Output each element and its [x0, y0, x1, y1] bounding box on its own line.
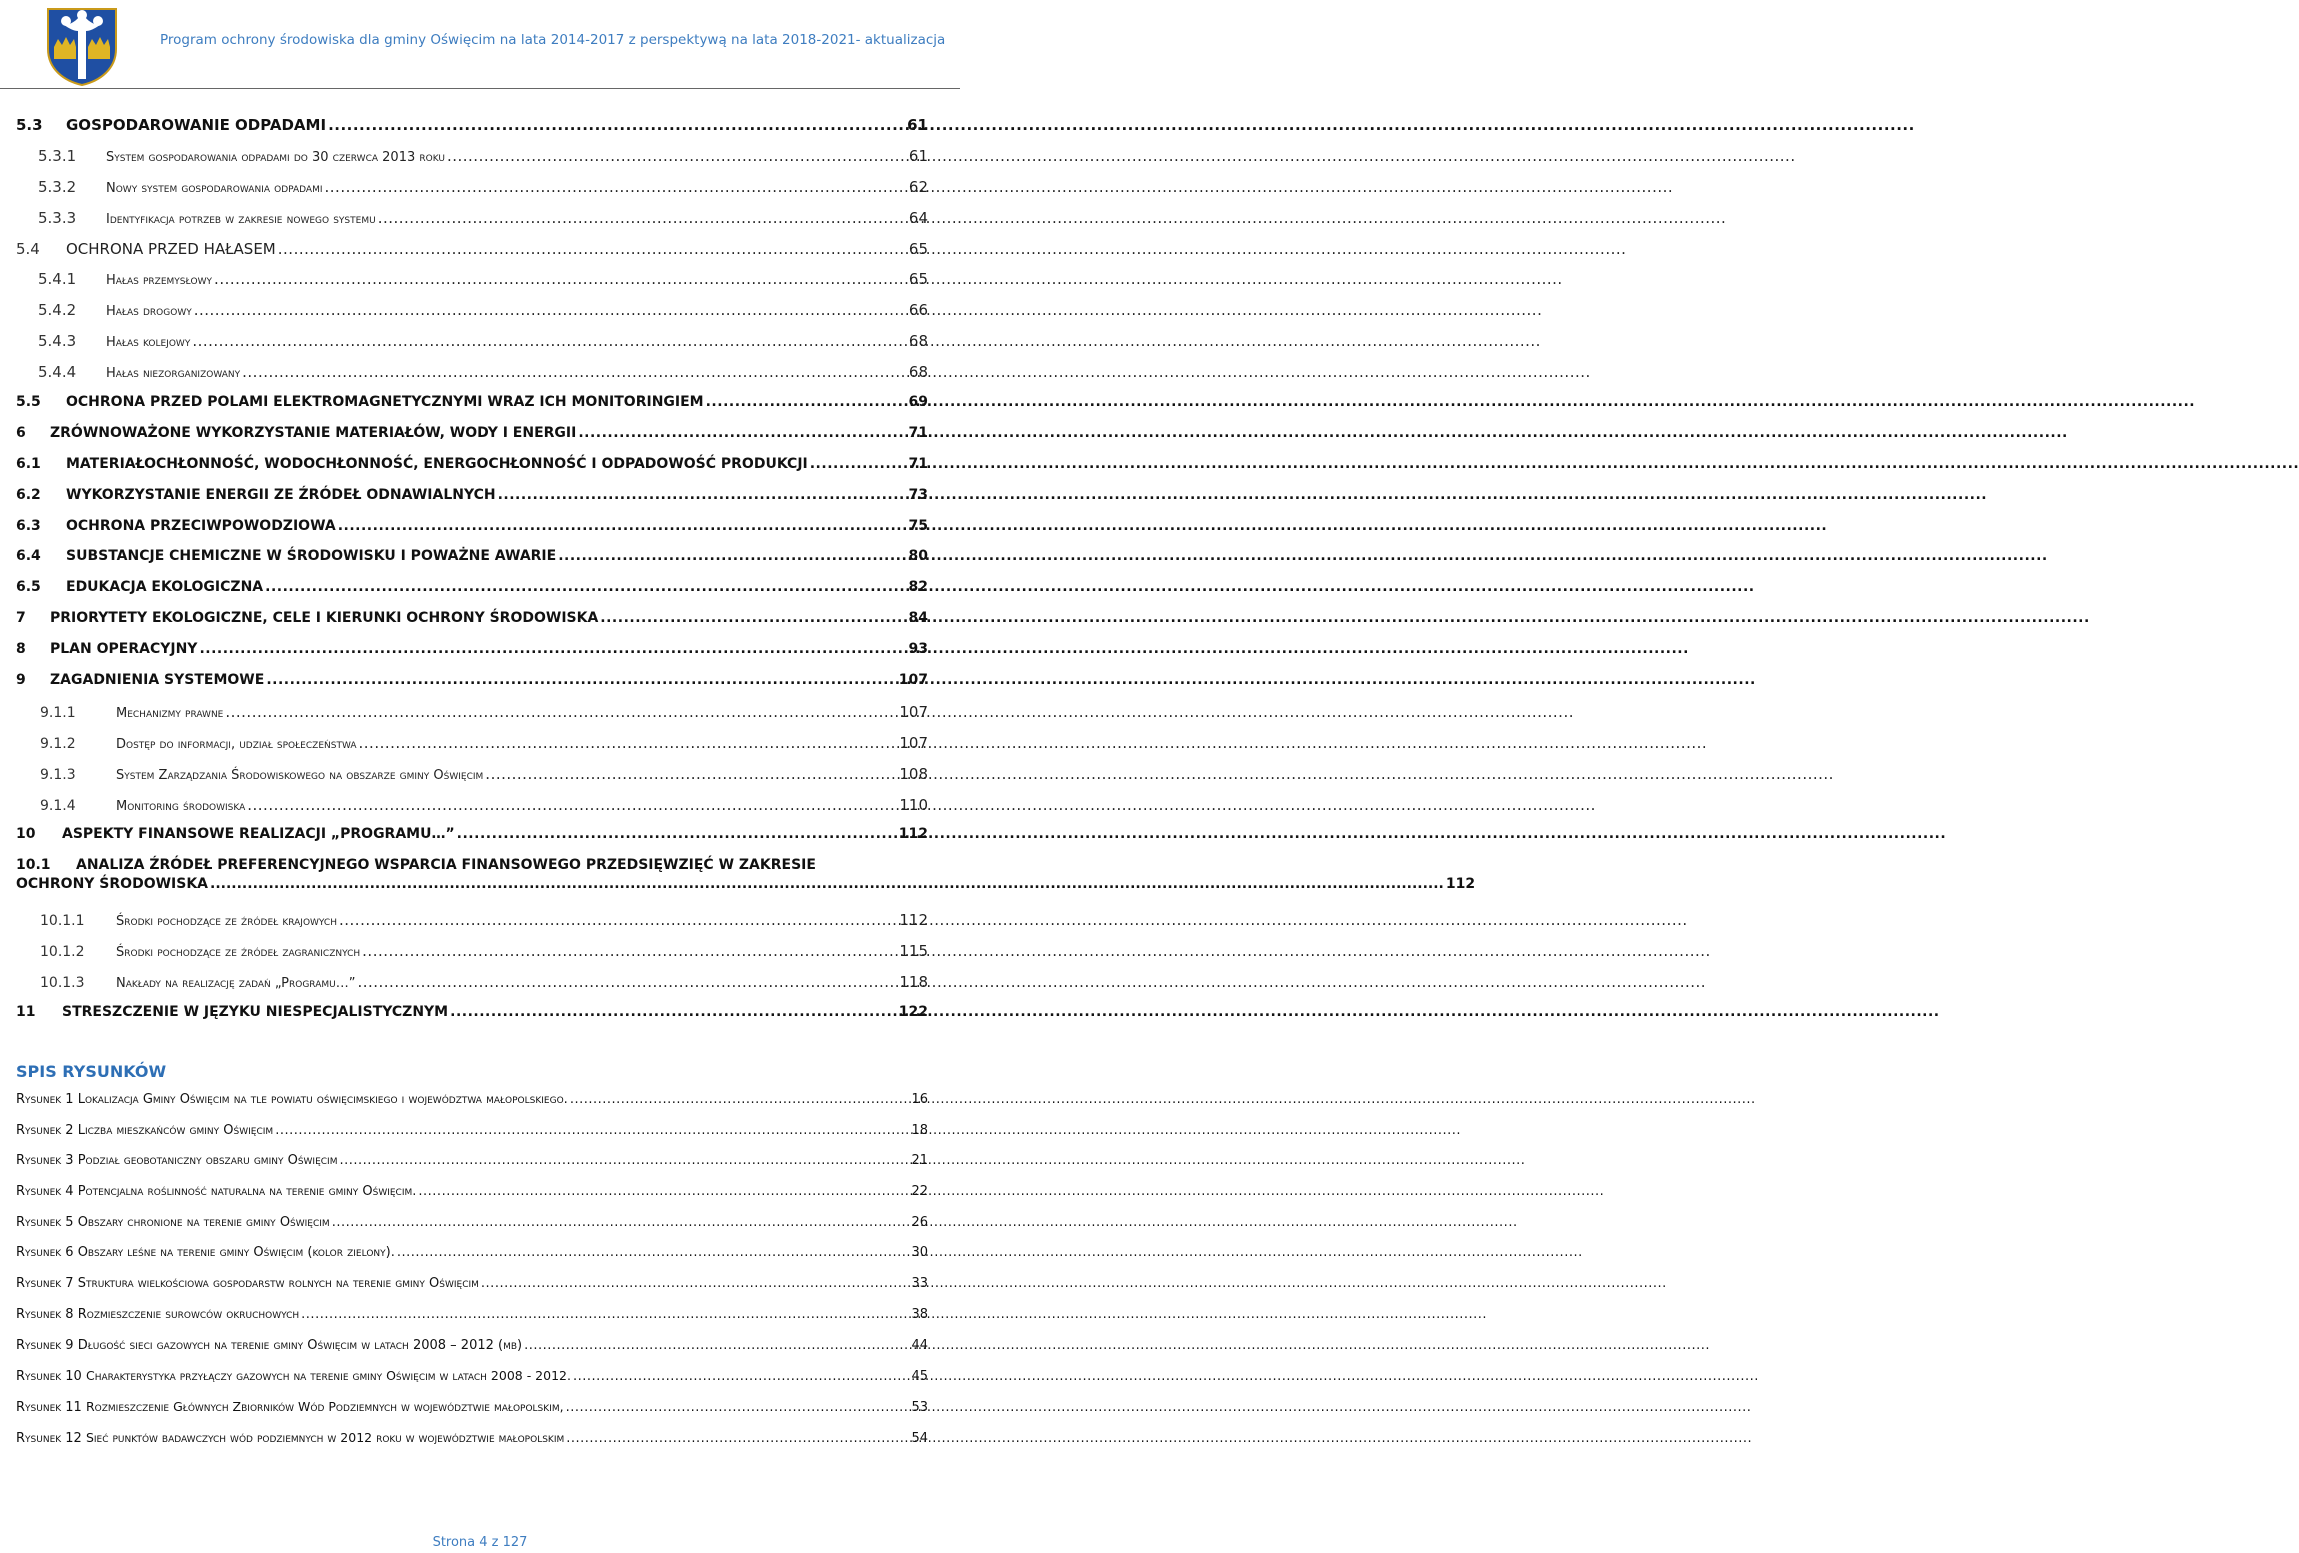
toc-entry-title: ANALIZA ŹRÓDEŁ PREFERENCYJNEGO WSPARCIA FINANSOWEGO PRZEDSIĘWZIĘĆ W ZAKRESIE: [76, 857, 816, 874]
toc-entry-number: 6: [16, 424, 26, 441]
figure-label: Rysunek 10: [16, 1369, 82, 1385]
figure-title: Obszary chronione na terenie gminy Oświęcim: [77, 1214, 330, 1230]
figure-entry[interactable]: [16, 1399, 928, 1430]
toc-entry[interactable]: [16, 703, 928, 734]
figure-page: 33: [911, 1276, 928, 1292]
toc-entry-page: 68: [908, 363, 928, 382]
toc-entry-number: 10.1.1: [40, 913, 85, 930]
figure-page: 38: [911, 1306, 928, 1322]
dot-leader: [214, 270, 907, 288]
toc-entry-number: 6.2: [16, 486, 41, 503]
dot-leader: [192, 332, 907, 350]
figure-entry[interactable]: [16, 1184, 928, 1215]
toc-entry-page: 75: [908, 517, 928, 534]
toc-entry-number: 9.1.2: [40, 735, 76, 752]
toc-entry-number: 6.3: [16, 517, 41, 534]
toc-entry[interactable]: [16, 240, 928, 271]
toc-entry-page: 84: [908, 610, 928, 627]
toc-entry-number: 6.4: [16, 548, 41, 565]
figure-page: 21: [911, 1153, 928, 1169]
figure-label: Rysunek 12: [16, 1430, 82, 1446]
figure-entry[interactable]: [16, 1153, 928, 1184]
toc-entry-title: Mechanizmy prawne: [116, 705, 224, 721]
table-of-contents: [16, 116, 1476, 1035]
dot-leader: [578, 425, 906, 441]
toc-entry-title: PRIORYTETY EKOLOGICZNE, CELE I KIERUNKI OCHRONY ŚRODOWISKA: [50, 610, 599, 627]
toc-entry-page: 62: [908, 177, 928, 196]
toc-entry-title: PLAN OPERACYJNY: [50, 641, 198, 658]
figure-title: Potencjalna roślinność naturalna na terenie gminy Oświęcim.: [77, 1184, 417, 1200]
toc-entry-title: ZRÓWNOWAŻONE WYKORZYSTANIE MATERIAŁÓW, WODY I ENERGII: [50, 424, 577, 441]
toc-entry-title: Hałas drogowy: [106, 304, 192, 320]
toc-entry[interactable]: [16, 734, 928, 765]
toc-entry-number: 10.1: [16, 857, 51, 874]
figure-label: Rysunek 3: [16, 1153, 74, 1169]
toc-entry-page: 118: [899, 973, 928, 992]
toc-entry-page: 68: [908, 332, 928, 351]
toc-entry-title: GOSPODAROWANIE ODPADAMI: [66, 116, 327, 134]
toc-entry-number: 5.3.2: [38, 177, 77, 196]
toc-entry-title: SUBSTANCJE CHEMICZNE W ŚRODOWISKU I POWAŻNE AWARIE: [66, 548, 557, 565]
toc-entry-title: ASPEKTY FINANSOWE REALIZACJI „PROGRAMU…”: [62, 826, 455, 843]
figure-label: Rysunek 6: [16, 1245, 74, 1261]
toc-entry-number: 5.3.3: [38, 208, 77, 227]
toc-entry[interactable]: [16, 332, 928, 363]
toc-entry[interactable]: [16, 209, 928, 240]
toc-entry-page: 107: [898, 672, 928, 689]
toc-entry[interactable]: [16, 579, 928, 610]
figure-entry[interactable]: [16, 1215, 928, 1246]
toc-entry[interactable]: [16, 270, 928, 301]
toc-entry-number: 5.3.1: [38, 146, 77, 165]
figure-page: 45: [911, 1369, 928, 1385]
toc-entry-title: Dostęp do informacji, udział społeczeństwa: [116, 736, 357, 752]
dot-leader: [266, 672, 896, 688]
toc-entry[interactable]: [16, 641, 928, 672]
toc-entry-title: OCHRONA PRZED POLAMI ELEKTROMAGNETYCZNYMI WRAZ ICH MONITORINGIEM: [66, 394, 704, 411]
dot-leader: [600, 610, 906, 626]
figure-label: Rysunek 1: [16, 1092, 74, 1107]
figure-page: 22: [911, 1184, 928, 1200]
toc-entry-page: 115: [899, 942, 928, 961]
dot-leader: [706, 394, 907, 410]
toc-entry-page: 107: [899, 733, 928, 752]
dot-leader: [265, 579, 906, 595]
dot-leader: [332, 1215, 910, 1230]
dot-leader: [397, 1245, 910, 1260]
toc-entry[interactable]: [16, 178, 928, 209]
toc-entry[interactable]: [16, 765, 928, 796]
dot-leader: [485, 765, 897, 783]
toc-entry-number: 10: [16, 826, 36, 843]
dot-leader: [242, 363, 907, 381]
toc-entry[interactable]: [16, 147, 928, 178]
dot-leader: [378, 209, 907, 227]
toc-entry-number: 10.1.2: [40, 944, 85, 961]
figure-entry[interactable]: [16, 1245, 928, 1276]
figure-entry[interactable]: [16, 1430, 928, 1461]
dot-leader: [339, 1153, 909, 1168]
toc-entry-page: 71: [908, 424, 928, 441]
toc-entry-title: Środki pochodzące ze źródeł zagranicznych: [116, 945, 361, 961]
toc-entry[interactable]: [16, 394, 928, 425]
toc-entry-number: 5.4.3: [38, 332, 77, 351]
toc-entry-title: System Zarządzania Środowiskowego na obszarze gminy Oświęcim: [116, 767, 484, 783]
figure-title: Rozmieszczenie surowców okruchowych: [77, 1306, 300, 1322]
toc-entry-title: System gospodarowania odpadami do 30 czerwca 2013 roku: [106, 149, 445, 165]
dot-leader: [810, 456, 907, 472]
figures-heading: SPIS RYSUNKÓW: [16, 1062, 167, 1081]
dot-leader: [328, 116, 905, 134]
toc-entry-page: 122: [898, 1004, 928, 1021]
toc-entry[interactable]: [16, 857, 1476, 911]
figure-page: 53: [911, 1399, 928, 1415]
toc-entry[interactable]: [16, 456, 928, 487]
toc-entry-number: 9.1.4: [40, 797, 76, 814]
figure-page: 26: [911, 1214, 928, 1230]
dot-leader: [338, 518, 907, 534]
figure-title: Podział geobotaniczny obszaru gminy Oświęcim: [77, 1153, 338, 1169]
document-header-title: Program ochrony środowiska dla gminy Oświęcim na lata 2014-2017 z perspektywą na lata 2018-2021- aktualizacja: [160, 32, 946, 48]
toc-entry-number: 6.1: [16, 455, 41, 472]
dot-leader: [357, 973, 897, 991]
figure-title: Rozmieszczenie Głównych Zbiorników Wód Podziemnych w województwie małopolskim,: [85, 1398, 564, 1414]
toc-entry-page: 65: [908, 239, 928, 258]
toc-entry[interactable]: [16, 425, 928, 456]
toc-entry-page: 80: [908, 548, 928, 565]
toc-entry-page: 61: [907, 116, 928, 134]
toc-entry-number: 5.4.1: [38, 270, 77, 289]
toc-entry-number: 11: [16, 1004, 36, 1021]
dot-leader: [558, 548, 906, 564]
figure-entry[interactable]: [16, 1123, 928, 1154]
dot-leader: ........................................................................................................................................................................................................................................: [210, 876, 1444, 893]
figure-title: Długość sieci gazowych na terenie gminy Oświęcim w latach 2008 – 2012 (mb): [77, 1337, 523, 1353]
toc-entry-title: OCHRONA PRZECIWPOWODZIOWA: [66, 517, 336, 534]
dot-leader: [194, 301, 907, 319]
toc-entry-page: 73: [908, 486, 928, 503]
toc-entry-title: WYKORZYSTANIE ENERGII ZE ŹRÓDEŁ ODNAWIALNYCH: [66, 486, 496, 503]
figure-page: 18: [911, 1122, 928, 1138]
dot-leader: [301, 1307, 909, 1322]
page-header: [0, 0, 960, 92]
toc-entry[interactable]: [16, 942, 928, 973]
toc-entry[interactable]: [16, 518, 928, 549]
dot-leader: [570, 1092, 910, 1107]
toc-entry[interactable]: [16, 363, 928, 394]
toc-entry-number: 5.3: [16, 116, 43, 134]
toc-entry-title: Nakłady na realizację zadań „Programu…”: [116, 976, 356, 992]
dot-leader: [573, 1369, 909, 1384]
toc-entry-title: MATERIAŁOCHŁONNOŚĆ, WODOCHŁONNOŚĆ, ENERGOCHŁONNOŚĆ I ODPADOWOŚĆ PRODUKCJI: [66, 455, 808, 472]
toc-entry-number: 8: [16, 641, 26, 658]
toc-entry-title: Hałas przemysłowy: [106, 273, 213, 289]
figure-title: Obszary leśne na terenie gminy Oświęcim (kolor zielony).: [77, 1245, 395, 1261]
toc-entry-page: 64: [908, 208, 928, 227]
dot-leader: [498, 487, 907, 503]
toc-entry-title: EDUKACJA EKOLOGICZNA: [66, 579, 264, 596]
figure-label: Rysunek 2: [16, 1122, 74, 1138]
dot-leader: [418, 1184, 909, 1199]
dot-leader: [566, 1400, 910, 1415]
figure-title: Struktura wielkościowa gospodarstw rolnych na terenie gminy Oświęcim: [77, 1276, 479, 1292]
toc-entry-title: Nowy system gospodarowania odpadami: [106, 180, 323, 196]
toc-entry[interactable]: [16, 301, 928, 332]
dot-leader: [339, 911, 897, 929]
dot-leader: [199, 641, 906, 657]
toc-entry-page: 112: [1445, 876, 1476, 893]
figure-title: Sieć punktów badawczych wód podziemnych w 2012 roku w województwie małopolskim: [85, 1429, 565, 1445]
dot-leader: [524, 1338, 909, 1353]
toc-entry-number: 10.1.3: [40, 975, 85, 992]
toc-entry-title-continued: OCHRONY ŚRODOWISKA: [16, 876, 209, 893]
figure-title: Charakterystyka przyłączy gazowych na terenie gminy Oświęcim w latach 2008 - 2012.: [85, 1368, 571, 1384]
toc-entry-page: 112: [899, 911, 928, 930]
list-of-figures: [16, 1092, 928, 1460]
dot-leader: [362, 942, 897, 960]
figure-entry[interactable]: [16, 1276, 928, 1307]
figure-entry[interactable]: [16, 1338, 928, 1369]
dot-leader: [325, 178, 907, 196]
coat-of-arms-icon: [44, 5, 120, 87]
dot-leader: [278, 240, 907, 258]
toc-entry-number: 9.1.3: [40, 766, 76, 783]
dot-leader: [359, 734, 898, 752]
dot-leader: [247, 796, 897, 814]
toc-entry-page: 110: [899, 795, 928, 814]
toc-entry-title: ZAGADNIENIA SYSTEMOWE: [50, 672, 265, 689]
figure-page: 16: [911, 1092, 928, 1107]
toc-entry-page: 66: [908, 301, 928, 320]
toc-entry[interactable]: [16, 796, 928, 827]
dot-leader: [275, 1123, 909, 1138]
toc-entry-page: 69: [908, 394, 928, 411]
dot-leader: [566, 1431, 909, 1446]
figure-label: Rysunek 7: [16, 1276, 74, 1292]
toc-entry[interactable]: [16, 610, 928, 641]
toc-entry[interactable]: [16, 487, 928, 518]
toc-entry-number: 5.4.4: [38, 363, 77, 382]
figure-label: Rysunek 11: [16, 1399, 82, 1415]
toc-entry-page: 108: [899, 764, 928, 783]
figure-page: 54: [911, 1430, 928, 1446]
toc-entry-title: Monitoring środowiska: [116, 798, 246, 814]
dot-leader: [481, 1276, 910, 1291]
figure-page: 30: [911, 1245, 928, 1261]
toc-entry[interactable]: [16, 1004, 928, 1035]
toc-entry-title: Identyfikacja potrzeb w zakresie nowego systemu: [106, 211, 376, 227]
figure-title: Lokalizacja Gminy Oświęcim na tle powiatu oświęcimskiego i województwa małopolskiego.: [77, 1092, 568, 1107]
toc-entry[interactable]: [16, 548, 928, 579]
dot-leader: [447, 147, 907, 165]
toc-entry[interactable]: [16, 116, 928, 147]
toc-entry-number: 5.4.2: [38, 301, 77, 320]
toc-entry-page: 61: [908, 146, 928, 165]
figure-page: 44: [911, 1337, 928, 1353]
dot-leader: [457, 826, 897, 842]
toc-entry-title: OCHRONA PRZED HAŁASEM: [66, 239, 276, 258]
header-divider: [0, 88, 960, 89]
figure-label: Rysunek 9: [16, 1337, 74, 1353]
toc-entry[interactable]: [16, 973, 928, 1004]
toc-entry-page: 65: [908, 270, 928, 289]
toc-entry-title: Hałas niezorganizowany: [106, 366, 241, 382]
toc-entry[interactable]: [16, 672, 928, 703]
toc-entry-number: 7: [16, 610, 26, 627]
figure-label: Rysunek 8: [16, 1306, 74, 1322]
figure-label: Rysunek 5: [16, 1214, 74, 1230]
dot-leader: [225, 703, 897, 721]
figure-entry[interactable]: [16, 1092, 928, 1123]
toc-entry-number: 9: [16, 672, 26, 689]
page-number-footer: Strona 4 z 127: [432, 1535, 528, 1550]
toc-entry-page: 107: [899, 702, 928, 721]
toc-entry[interactable]: [16, 911, 928, 942]
toc-entry-number: 9.1.1: [40, 704, 76, 721]
toc-entry-page: 82: [908, 579, 928, 596]
figure-title: Liczba mieszkańców gminy Oświęcim: [77, 1122, 274, 1138]
dot-leader: [450, 1004, 897, 1020]
toc-entry-page: 71: [908, 455, 928, 472]
toc-entry-number: 5.5: [16, 394, 41, 411]
toc-entry[interactable]: [16, 826, 928, 857]
toc-entry-page: 93: [908, 641, 928, 658]
toc-entry-number: 5.4: [16, 239, 40, 258]
toc-entry-title: STRESZCZENIE W JĘZYKU NIESPECJALISTYCZNYM: [62, 1004, 449, 1021]
figure-entry[interactable]: [16, 1307, 928, 1338]
figure-entry[interactable]: [16, 1368, 928, 1399]
toc-entry-page: 112: [898, 826, 928, 843]
toc-entry-title: Hałas kolejowy: [106, 335, 191, 351]
toc-entry-number: 6.5: [16, 579, 41, 596]
toc-entry-title: Środki pochodzące ze źródeł krajowych: [116, 914, 337, 930]
figure-label: Rysunek 4: [16, 1184, 74, 1200]
